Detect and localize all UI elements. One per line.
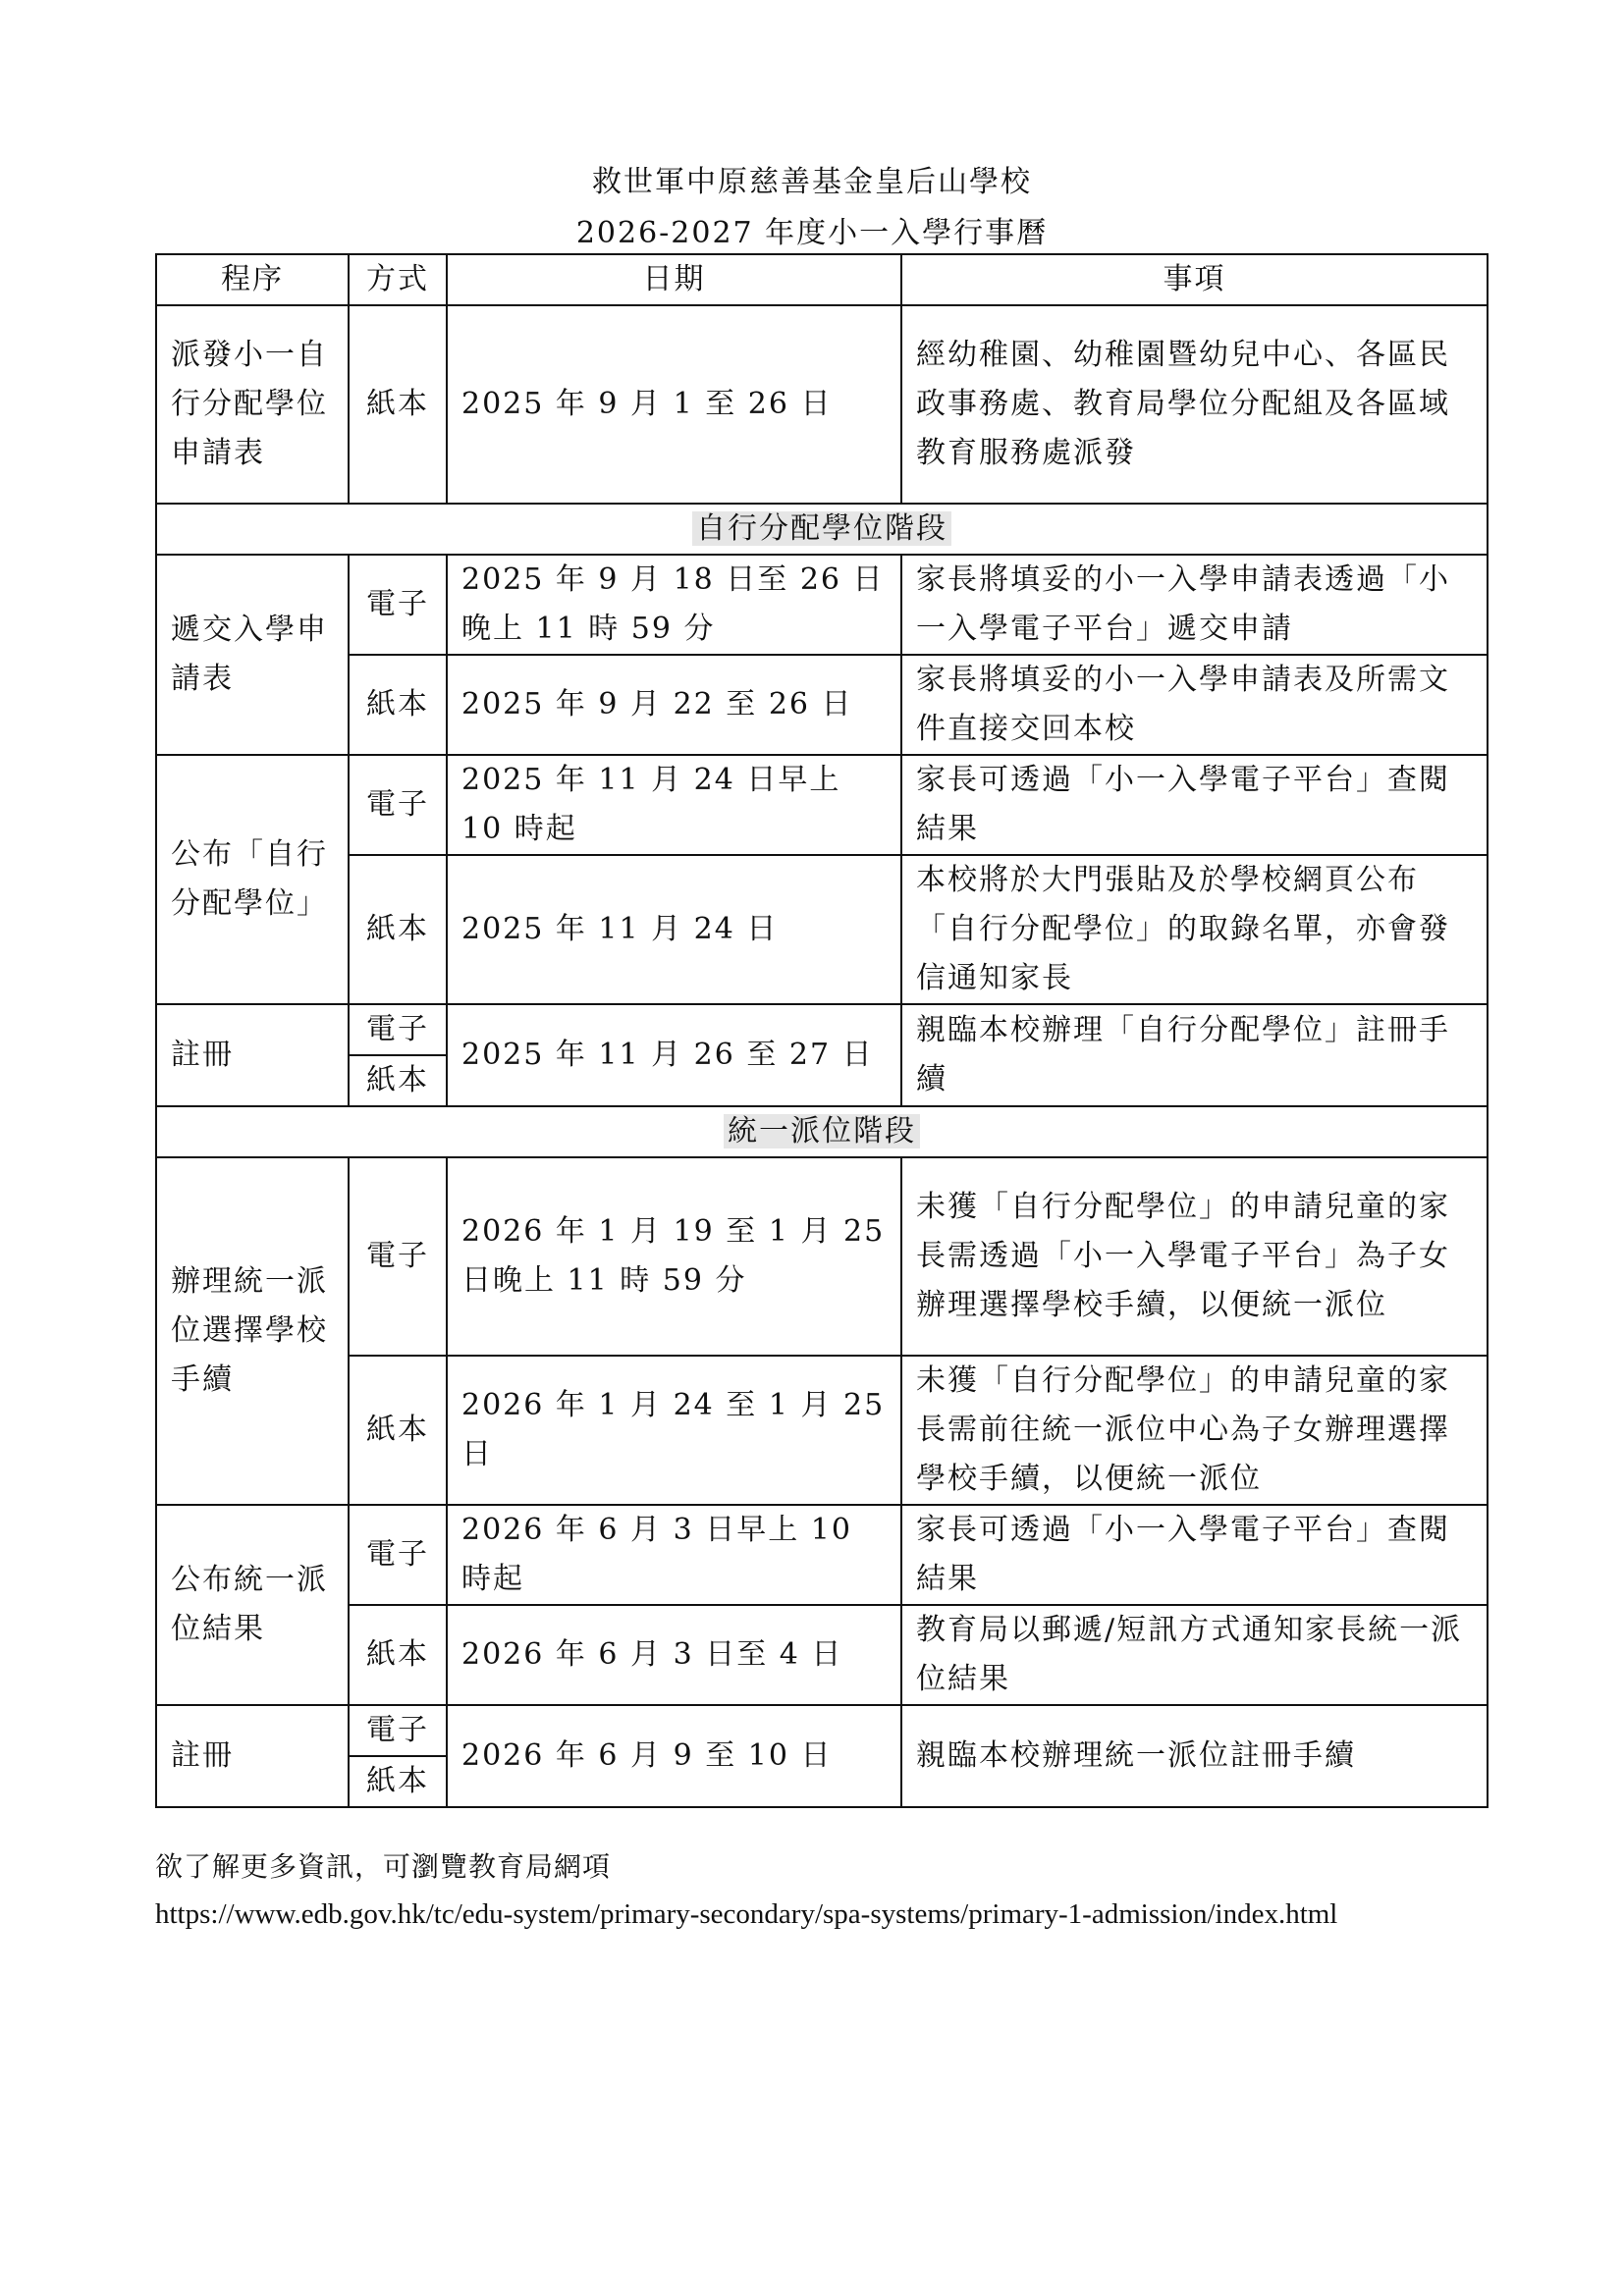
stage-row xyxy=(156,1106,1488,1157)
matter-cell: 家長可透過「小一入學電子平台」查閱結果 xyxy=(901,1505,1488,1605)
matter-cell: 教育局以郵遞/短訊方式通知家長統一派位結果 xyxy=(901,1605,1488,1705)
date-cell: 2025 年 9 月 18 日至 26 日晚上 11 時 59 分 xyxy=(447,555,901,655)
procedure-cell: 派發小一自行分配學位申請表 xyxy=(156,305,349,504)
method-cell: 電子 xyxy=(349,555,447,655)
header-procedure: 程序 xyxy=(156,254,349,305)
header-method: 方式 xyxy=(349,254,447,305)
footer-note: 欲了解更多資訊，可瀏覽教育局網項 xyxy=(155,1850,612,1883)
method-cell: 電子 xyxy=(349,1705,447,1756)
matter-cell: 未獲「自行分配學位」的申請兒童的家長需前往統一派位中心為子女辦理選擇學校手續，以便統一派位 xyxy=(901,1356,1488,1505)
method-cell: 紙本 xyxy=(349,1055,447,1106)
matter-cell: 家長可透過「小一入學電子平台」查閱結果 xyxy=(901,755,1488,855)
method-cell: 電子 xyxy=(349,1004,447,1055)
procedure-cell: 註冊 xyxy=(156,1004,349,1106)
table-row xyxy=(156,555,1488,655)
method-cell: 紙本 xyxy=(349,1605,447,1705)
method-cell: 紙本 xyxy=(349,305,447,504)
procedure-cell: 註冊 xyxy=(156,1705,349,1807)
matter-cell: 經幼稚園、幼稚園暨幼兒中心、各區民政事務處、教育局學位分配組及各區域教育服務處派發 xyxy=(901,305,1488,504)
date-cell: 2025 年 9 月 22 至 26 日 xyxy=(447,655,901,755)
table-row xyxy=(156,755,1488,855)
date-cell: 2025 年 11 月 24 日早上 10 時起 xyxy=(447,755,901,855)
method-cell: 紙本 xyxy=(349,655,447,755)
stage-label: 統一派位階段 xyxy=(724,1114,920,1148)
header-date: 日期 xyxy=(447,254,901,305)
stage-title-central xyxy=(156,1106,1488,1157)
method-cell: 電子 xyxy=(349,1505,447,1605)
date-cell: 2026 年 1 月 24 至 1 月 25 日 xyxy=(447,1356,901,1505)
table-row xyxy=(156,855,1488,1004)
date-cell: 2025 年 11 月 24 日 xyxy=(447,855,901,1004)
method-cell: 紙本 xyxy=(349,1756,447,1807)
header-matter: 事項 xyxy=(901,254,1488,305)
matter-cell: 未獲「自行分配學位」的申請兒童的家長需透過「小一入學電子平台」為子女辦理選擇學校手續，以便統一派位 xyxy=(901,1157,1488,1356)
procedure-cell: 遞交入學申請表 xyxy=(156,555,349,755)
procedure-cell: 公布統一派位結果 xyxy=(156,1505,349,1705)
date-cell: 2026 年 6 月 3 日至 4 日 xyxy=(447,1605,901,1705)
edb-url-link[interactable]: https://www.edb.gov.hk/tc/edu-system/primary-secondary/spa-systems/primary-1-admission/index.html xyxy=(155,1898,1338,1930)
procedure-cell: 公布「自行分配學位」 xyxy=(156,755,349,1004)
table-row xyxy=(156,1605,1488,1705)
date-cell: 2026 年 6 月 9 至 10 日 xyxy=(447,1705,901,1807)
stage-title-discretionary xyxy=(156,504,1488,555)
school-name: 救世軍中原慈善基金皇后山學校 xyxy=(592,165,1032,199)
admission-calendar-table xyxy=(155,253,1489,1808)
method-cell: 紙本 xyxy=(349,1356,447,1505)
table-header-row xyxy=(156,254,1488,305)
date-cell: 2025 年 9 月 1 至 26 日 xyxy=(447,305,901,504)
table-row xyxy=(156,655,1488,755)
table-row xyxy=(156,1705,1488,1756)
table-row xyxy=(156,1004,1488,1055)
method-cell: 紙本 xyxy=(349,855,447,1004)
stage-label: 自行分配學位階段 xyxy=(692,511,951,546)
matter-cell: 家長將填妥的小一入學申請表及所需文件直接交回本校 xyxy=(901,655,1488,755)
calendar-title: 2026-2027 年度小一入學行事曆 xyxy=(575,216,1049,250)
table-row xyxy=(156,1356,1488,1505)
matter-cell: 家長將填妥的小一入學申請表透過「小一入學電子平台」遞交申請 xyxy=(901,555,1488,655)
date-cell: 2025 年 11 月 26 至 27 日 xyxy=(447,1004,901,1106)
table-row xyxy=(156,305,1488,504)
method-cell: 電子 xyxy=(349,755,447,855)
date-cell: 2026 年 6 月 3 日早上 10 時起 xyxy=(447,1505,901,1605)
stage-row xyxy=(156,504,1488,555)
table-row xyxy=(156,1505,1488,1605)
matter-cell: 本校將於大門張貼及於學校網頁公布「自行分配學位」的取錄名單，亦會發信通知家長 xyxy=(901,855,1488,1004)
date-cell: 2026 年 1 月 19 至 1 月 25 日晚上 11 時 59 分 xyxy=(447,1157,901,1356)
table-row xyxy=(156,1157,1488,1356)
method-cell: 電子 xyxy=(349,1157,447,1356)
procedure-cell: 辦理統一派位選擇學校手續 xyxy=(156,1157,349,1505)
matter-cell: 親臨本校辦理「自行分配學位」註冊手續 xyxy=(901,1004,1488,1106)
matter-cell: 親臨本校辦理統一派位註冊手續 xyxy=(901,1705,1488,1807)
